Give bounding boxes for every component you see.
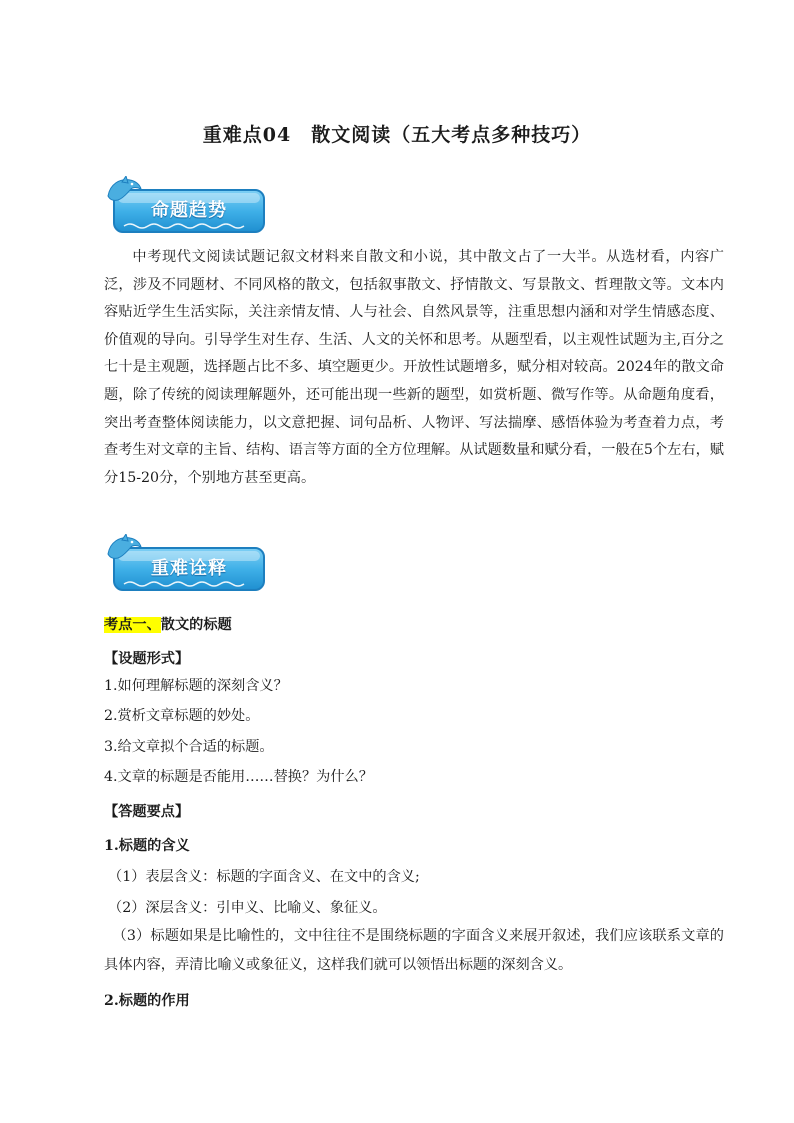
form-header: 【设题形式】	[104, 651, 190, 667]
form-item: 3.给文章拟个合适的标题。	[104, 739, 274, 755]
key-header: 【答题要点】	[104, 804, 190, 820]
section-title: 1.标题的含义	[104, 838, 190, 854]
meaning-item: （2）深层含义：引申义、比喻义、象征义。	[108, 900, 387, 916]
kaodian-heading	[104, 614, 232, 634]
banner-trend	[104, 176, 268, 240]
form-item: 2.赏析文章标题的妙处。	[104, 708, 260, 724]
meaning-item: （1）表层含义：标题的字面含义、在文中的含义;	[108, 869, 420, 885]
kaodian-title: 散文的标题	[160, 617, 232, 633]
banner-explain	[104, 534, 268, 598]
intro-paragraph: 中考现代文阅读试题记叙文材料来自散文和小说，其中散文占了一大半。从选材看，内容广泛，涉及不同题材、不同风格的散文，包括叙事散文、抒情散文、写景散文、哲理散文等。文本内容贴近学生生活实际，关注亲情友情、人与社会、自然风景等，注重思想内涵和对学生情感态度、价值观的导向。引导学生对生存、生活、人文的关怀和思考。从题型看，以主观性试题为主,百分之七十是主观题，选择题占比不多、填空题更少。开放性试题增多，赋分相对较高。2024年的散文命题，除了传统的阅读理解题外，还可能出现一些新的题型，如赏析题、微写作等。从命题角度看，突出考查整体阅读能力，以文意把握、词句品析、人物评、写法揣摩、感悟体验为考查着力点，考查考生对文章的主旨、结构、语言等方面的全方位理解。从试题数量和赋分看，一般在5个左右，赋分15-20分，个别地方甚至更高。	[104, 249, 724, 486]
form-item: 4.文章的标题是否能用……替换？为什么？	[104, 769, 373, 785]
banner-explain-label: 重难诠释	[151, 558, 227, 579]
kaodian-label-highlight: 考点一、	[104, 617, 161, 633]
form-item: 1.如何理解标题的深刻含义？	[104, 678, 288, 694]
meaning-paragraph: （3）标题如果是比喻性的，文中往往不是围绕标题的字面含义来展开叙述，我们应该联系文章的具体内容，弄清比喻义或象征义，这样我们就可以领悟出标题的深刻含义。	[104, 928, 724, 973]
page-title: 重难点04 散文阅读（五大考点多种技巧）	[202, 124, 592, 146]
section-title: 2.标题的作用	[104, 993, 190, 1009]
banner-trend-label: 命题趋势	[151, 200, 227, 221]
